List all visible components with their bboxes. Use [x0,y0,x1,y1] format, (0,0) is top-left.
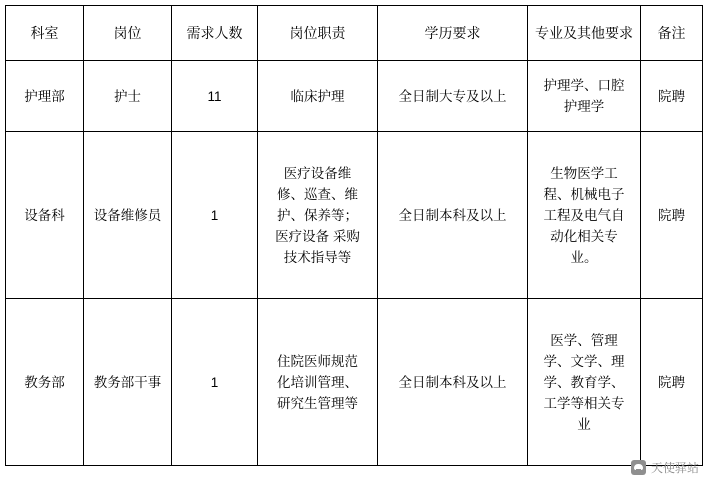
cell-dept: 护理部 [6,61,84,132]
table-row [6,61,703,132]
cell-duty-line: 护、保养等； [277,207,358,223]
cell-major-line: 护理学 [563,99,605,114]
cell-duty-line: 技术指导等 [283,249,352,265]
job-requirements-table [5,5,703,466]
cell-num: 1 [172,132,258,299]
cell-major-line: 动化相关专 [550,228,618,244]
column-header-post: 岗位 [84,6,172,61]
cell-duty-line: 修、巡查、维 [277,186,358,202]
column-header-major: 专业及其他要求 [528,6,641,61]
column-header-num: 需求人数 [172,6,258,61]
cell-major-line: 工程及电气自 [543,207,625,223]
cell-duty-line: 医疗设备维 [283,165,352,181]
cell-major-line: 医学、管理 [550,332,618,348]
cell-major-line: 业 [577,416,591,432]
cell-major [528,61,641,132]
column-header-edu: 学历要求 [378,6,528,61]
cell-edu: 全日制大专及以上 [378,61,528,132]
cell-remark: 院聘 [641,61,703,132]
watermark [631,459,699,476]
cell-duty-line: 研究生管理等 [277,395,358,411]
cell-major-line: 工学等相关专 [543,395,625,411]
column-header-dept: 科室 [6,6,84,61]
cell-major-line: 程、机械电子 [543,186,625,202]
cell-post: 设备维修员 [84,132,172,299]
column-header-duty: 岗位职责 [258,6,378,61]
cell-edu: 全日制本科及以上 [378,132,528,299]
cell-major [528,132,641,299]
cell-remark: 院聘 [641,132,703,299]
cell-post: 护士 [84,61,172,132]
cell-major-line: 学、文学、理 [543,353,625,369]
wechat-account-icon [631,460,646,475]
cell-major [528,299,641,466]
cell-remark: 院聘 [641,299,703,466]
cell-num: 11 [172,61,258,132]
watermark-label: 天使驿站 [650,461,699,475]
cell-duty-line: 化培训管理、 [277,374,358,390]
cell-edu: 全日制本科及以上 [378,299,528,466]
cell-duty-line: 住院医师规范 [277,353,358,369]
table-row [6,299,703,466]
cell-duty: 临床护理 [258,61,378,132]
cell-dept: 教务部 [6,299,84,466]
cell-duty-line: 医疗设备 采购 [275,228,360,244]
cell-duty [258,299,378,466]
cell-dept: 设备科 [6,132,84,299]
cell-post: 教务部干事 [84,299,172,466]
cell-major-line: 学、教育学、 [543,374,625,390]
cell-duty [258,132,378,299]
table-row [6,132,703,299]
table-header-row [6,6,703,61]
cell-major-line: 护理学、口腔 [543,78,625,93]
cell-num: 1 [172,299,258,466]
cell-major-line: 生物医学工 [550,165,618,181]
job-requirements-table-container [5,5,702,466]
column-header-remark: 备注 [641,6,703,61]
cell-major-line: 业。 [570,249,598,265]
